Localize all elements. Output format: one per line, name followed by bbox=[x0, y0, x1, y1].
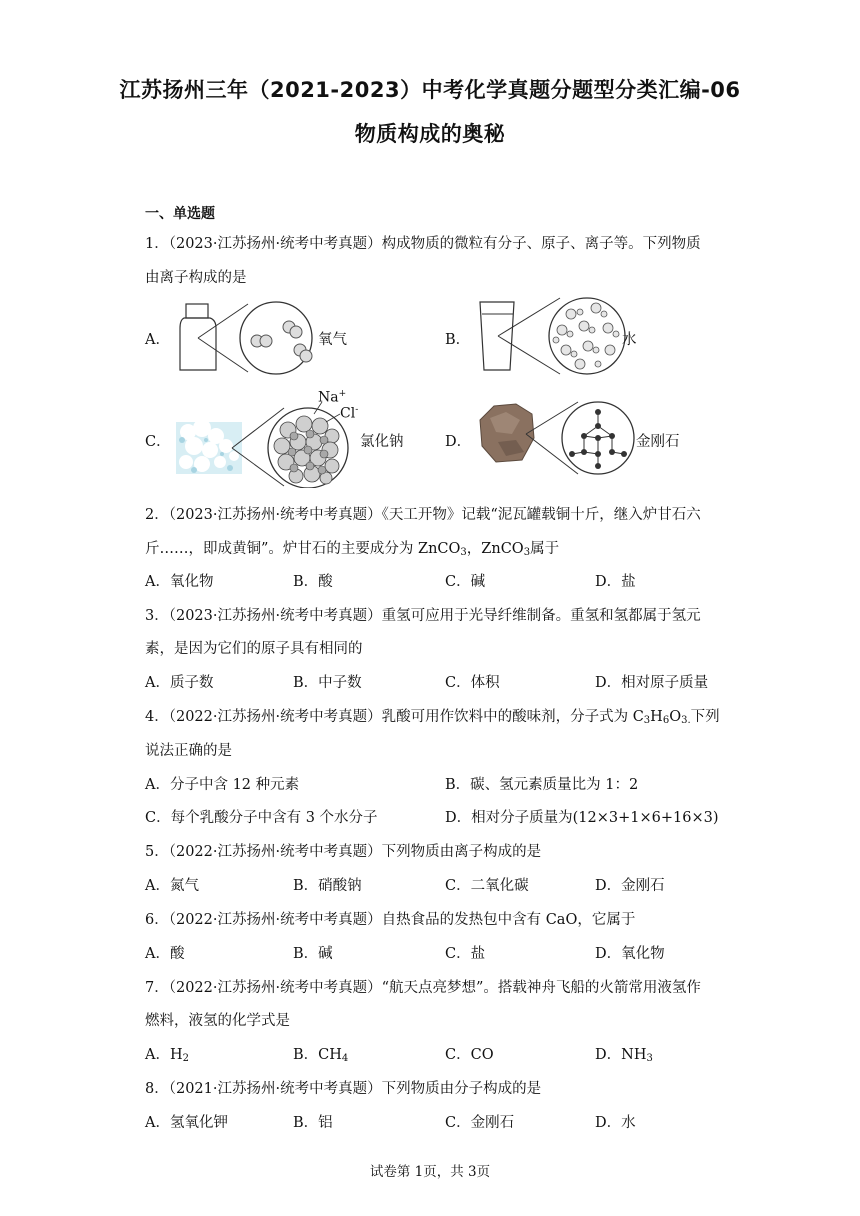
q5-option-d: D．金刚石 bbox=[595, 878, 665, 894]
q7-option-c: C．CO bbox=[445, 1047, 494, 1063]
sodium-ion-label: Na+ bbox=[318, 389, 347, 406]
q1-option-c-letter: C． bbox=[145, 434, 171, 450]
q7-stem-line1: 7．（2022·江苏扬州·统考中考真题）“航天点亮梦想”。搭载神舟飞船的火箭常用液氢作 bbox=[145, 980, 701, 996]
q6-option-b: B．碱 bbox=[293, 946, 333, 962]
q8-option-a: A．氢氧化钾 bbox=[145, 1115, 228, 1131]
q8-option-b: B．铝 bbox=[293, 1115, 333, 1131]
chloride-ion-label: Cl- bbox=[340, 405, 359, 422]
q2-stem-line1: 2．（2023·江苏扬州·统考中考真题）《天工开物》记载“泥瓦罐载铜十斤，继入炉甘石六 bbox=[145, 507, 701, 523]
q1-option-d-letter: D． bbox=[445, 434, 472, 450]
q1-stem-line2: 由离子构成的是 bbox=[145, 270, 247, 286]
q5-option-c: C．二氧化碳 bbox=[445, 878, 529, 894]
oxygen-bottle-figure bbox=[176, 298, 316, 378]
q6-stem-line1: 6．（2022·江苏扬州·统考中考真题）自热食品的发热包中含有 CaO，它属于 bbox=[145, 912, 636, 928]
q4-stem-line2: 说法正确的是 bbox=[145, 743, 232, 759]
q1-option-c-label: 氯化钠 bbox=[360, 434, 404, 450]
q7-option-d: D．$NH_3$ bbox=[595, 1047, 653, 1064]
q8-option-c: C．金刚石 bbox=[445, 1115, 515, 1131]
q2-option-d: D．盐 bbox=[595, 574, 636, 590]
water-cup-figure bbox=[476, 294, 626, 378]
q8-stem-line1: 8．（2021·江苏扬州·统考中考真题）下列物质由分子构成的是 bbox=[145, 1081, 542, 1097]
q5-stem-line1: 5．（2022·江苏扬州·统考中考真题）下列物质由离子构成的是 bbox=[145, 844, 542, 860]
q4-option-b: B．碳、氢元素质量比为 1：2 bbox=[445, 777, 639, 793]
section-heading: 一、单选题 bbox=[145, 206, 215, 222]
q4-stem-line1: 4．（2022·江苏扬州·统考中考真题）乳酸可用作饮料中的酸味剂，分子式为 $C_3H_6O_{3.}$下列 bbox=[145, 709, 720, 726]
q6-option-c: C．盐 bbox=[445, 946, 486, 962]
q1-option-a-letter: A． bbox=[145, 332, 170, 348]
q1-stem-line1: 1．（2023·江苏扬州·统考中考真题）构成物质的微粒有分子、原子、离子等。下列物质 bbox=[145, 236, 701, 252]
q2-stem-line2: 斤……，即成黄铜”。炉甘石的主要成分为 ZnCO$_3$，ZnCO$_3$属于 bbox=[145, 541, 560, 558]
q1-option-b-letter: B． bbox=[445, 332, 471, 348]
q3-stem-line2: 素，是因为它们的原子具有相同的 bbox=[145, 641, 363, 657]
diamond-figure bbox=[476, 398, 636, 478]
q3-option-d: D．相对原子质量 bbox=[595, 675, 709, 691]
q3-option-c: C．体积 bbox=[445, 675, 500, 691]
q7-option-b: B．$CH_4$ bbox=[293, 1047, 349, 1064]
q1-option-a-label: 氧气 bbox=[318, 332, 347, 348]
q3-stem-line1: 3．（2023·江苏扬州·统考中考真题）重氢可应用于光导纤维制备。重氢和氢都属于氢元 bbox=[145, 608, 701, 624]
q4-option-a: A．分子中含 12 种元素 bbox=[145, 777, 300, 793]
q6-option-a: A．酸 bbox=[145, 946, 185, 962]
q5-option-b: B．硝酸钠 bbox=[293, 878, 362, 894]
document-title-line1: 江苏扬州三年（2021-2023）中考化学真题分题型分类汇编-06 bbox=[119, 78, 741, 102]
q4-option-d: D．相对分子质量为(12×3+1×6+16×3) bbox=[445, 810, 719, 826]
q1-option-b-label: 水 bbox=[622, 332, 637, 348]
q7-stem-line2: 燃料，液氢的化学式是 bbox=[145, 1013, 290, 1029]
q1-option-d-label: 金刚石 bbox=[636, 434, 680, 450]
q3-option-b: B．中子数 bbox=[293, 675, 362, 691]
q7-option-a: A．$H_2$ bbox=[145, 1047, 189, 1064]
q2-option-c: C．碱 bbox=[445, 574, 486, 590]
page-footer: 试卷第 1页，共 3页 bbox=[369, 1164, 491, 1180]
q4-option-c: C．每个乳酸分子中含有 3 个水分子 bbox=[145, 810, 378, 826]
q5-option-a: A．氮气 bbox=[145, 878, 199, 894]
q8-option-d: D．水 bbox=[595, 1115, 636, 1131]
document-title-line2: 物质构成的奥秘 bbox=[354, 122, 506, 146]
q2-option-a: A．氧化物 bbox=[145, 574, 214, 590]
q6-option-d: D．氧化物 bbox=[595, 946, 665, 962]
q3-option-a: A．质子数 bbox=[145, 675, 214, 691]
q2-option-b: B．酸 bbox=[293, 574, 333, 590]
